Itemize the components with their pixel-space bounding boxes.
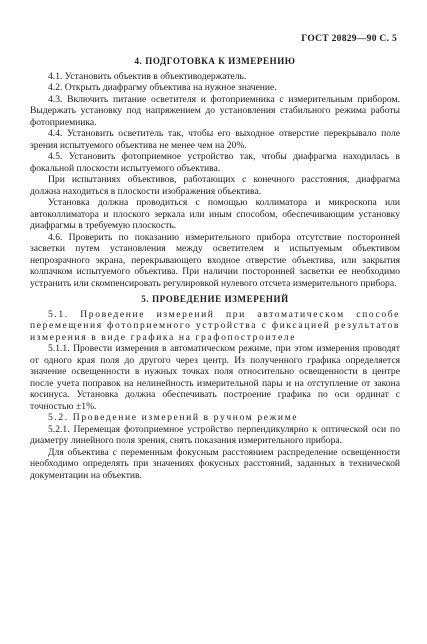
paragraph-4-1: 4.1. Установить объектив в объективодержатель. (48, 70, 247, 82)
running-head: ГОСТ 20829—90 С. 5 (301, 34, 397, 44)
paragraph-zoom-lens: Для объектива с переменным фокусным расстоянием распределение освещенности необходимо определять при значениях фокусных расстояний, заданных в технической документации на объектив. (30, 446, 400, 481)
section-4-heading: 4. ПОДГОТОВКА К ИЗМЕРЕНИЮ (134, 56, 296, 66)
paragraph-4-5: 4.5. Установить фотоприемное устройство так, чтобы диафрагма находилась в фокальной плоскости испытуемого объектива. (30, 151, 400, 174)
paragraph-4-2: 4.2. Открыть диафрагму объектива на нужное значение. (48, 82, 277, 93)
paragraph-4-4: 4.4. Установить осветитель так, чтобы его выходное отверстие перекрывало поле зрения испытуемого объектива не менее чем на 20%. (30, 128, 400, 151)
page-content (30, 56, 400, 481)
paragraph-4-5-finite: При испытаниях объективов, работающих с конечного расстояния, диафрагма должна находиться в плоскости изображения объектива. (30, 174, 400, 197)
paragraph-4-5-setup: Установка должна проводиться с помощью коллиматора и микроскопа или автоколлиматора и плоского зеркала или иным способом, обеспечивающим установку диафрагмы в требуемую плоскость. (30, 197, 400, 231)
paragraph-5-2-heading: 5.2. Проведение измерений в ручном режиме (48, 412, 299, 423)
paragraph-5-2-1: 5.2.1. Перемещая фотоприемное устройство перпендикулярно к оптической оси по диаметру линейного поля зрения, снять показания измерительного прибора. (30, 423, 400, 446)
paragraph-4-6: 4.6. Проверить по показанию измерительного прибора отсутствие посторонней засветки путем установления между осветителем и испытуемым объективом непрозрачного экрана, перекрывающего входное отверстие объектива, или закрытия колпачком испытуемого объектива. При наличии посторонней засветки ее необходимо устранить или скомпенсировать регулировкой нулевого отсчета измерительного прибора. (30, 231, 400, 289)
paragraph-4-3: 4.3. Включить питание осветителя и фотоприемника с измерительным прибором. Выдержать установку под напряжением до установления стабильного режима работы фотоприемника. (30, 93, 400, 128)
section-5-heading: 5. ПРОВЕДЕНИЕ ИЗМЕРЕНИЙ (141, 294, 289, 304)
paragraph-5-1-1: 5.1.1. Провести измерения в автоматическом режиме, при этом измерения проводят от одного края поля до другого через центр. Из полученного графика определяется значение освещенности в нужных точках поля относительно освещенности в центре после учета поправок на нелинейность измерительной пары и на отступление от закона косинуса. Установка должна обеспечивать построение графика по оси ординат с точностью ±1%. (30, 343, 400, 412)
paragraph-5-1-heading: 5.1. Проведение измерений при автоматическом способе перемещения фотоприемного устройства с фиксацией результатов измерения в виде графика на графопостроителе (30, 308, 400, 343)
